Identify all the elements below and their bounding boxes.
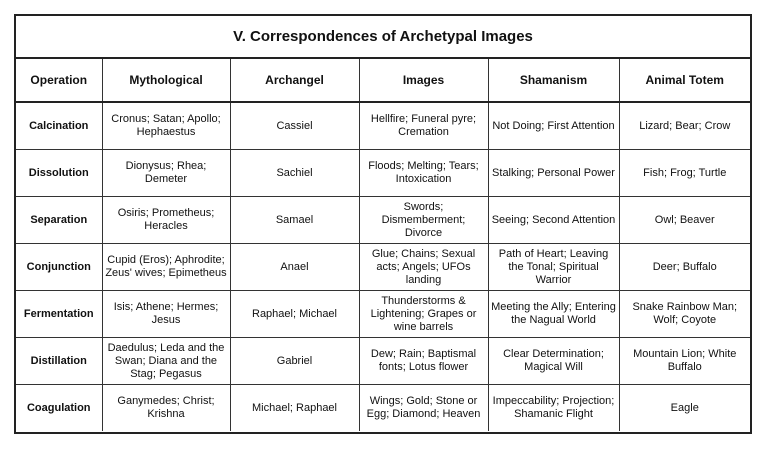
animal-totem-cell: Owl; Beaver bbox=[619, 197, 750, 244]
operation-cell: Conjunction bbox=[16, 244, 102, 291]
images-cell: Swords; Dismemberment; Divorce bbox=[359, 197, 488, 244]
column-header-images: Images bbox=[359, 59, 488, 102]
table-row bbox=[16, 244, 750, 291]
mythological-cell: Dionysus; Rhea; Demeter bbox=[102, 150, 230, 197]
shamanism-cell: Meeting the Ally; Entering the Nagual World bbox=[488, 291, 619, 338]
archangel-cell: Gabriel bbox=[230, 338, 359, 385]
images-cell: Hellfire; Funeral pyre; Cremation bbox=[359, 102, 488, 150]
table-row bbox=[16, 385, 750, 432]
column-header-operation: Operation bbox=[16, 59, 102, 102]
operation-cell: Calcination bbox=[16, 102, 102, 150]
archangel-cell: Samael bbox=[230, 197, 359, 244]
correspondences-table bbox=[16, 59, 750, 431]
column-header-archangel: Archangel bbox=[230, 59, 359, 102]
shamanism-cell: Path of Heart; Leaving the Tonal; Spiritual Warrior bbox=[488, 244, 619, 291]
table-row bbox=[16, 291, 750, 338]
mythological-cell: Osiris; Prometheus; Heracles bbox=[102, 197, 230, 244]
mythological-cell: Isis; Athene; Hermes; Jesus bbox=[102, 291, 230, 338]
animal-totem-cell: Eagle bbox=[619, 385, 750, 432]
archangel-cell: Sachiel bbox=[230, 150, 359, 197]
archangel-cell: Cassiel bbox=[230, 102, 359, 150]
shamanism-cell: Seeing; Second Attention bbox=[488, 197, 619, 244]
animal-totem-cell: Deer; Buffalo bbox=[619, 244, 750, 291]
operation-cell: Distillation bbox=[16, 338, 102, 385]
table-row bbox=[16, 197, 750, 244]
table-row bbox=[16, 338, 750, 385]
operation-cell: Dissolution bbox=[16, 150, 102, 197]
column-header-animal-totem: Animal Totem bbox=[619, 59, 750, 102]
images-cell: Dew; Rain; Baptismal fonts; Lotus flower bbox=[359, 338, 488, 385]
mythological-cell: Daedulus; Leda and the Swan; Diana and the Stag; Pegasus bbox=[102, 338, 230, 385]
archangel-cell: Raphael; Michael bbox=[230, 291, 359, 338]
operation-cell: Coagulation bbox=[16, 385, 102, 432]
archangel-cell: Michael; Raphael bbox=[230, 385, 359, 432]
animal-totem-cell: Fish; Frog; Turtle bbox=[619, 150, 750, 197]
table-title: V. Correspondences of Archetypal Images bbox=[16, 16, 750, 59]
mythological-cell: Ganymedes; Christ; Krishna bbox=[102, 385, 230, 432]
images-cell: Thunderstorms & Lightening; Grapes or wine barrels bbox=[359, 291, 488, 338]
images-cell: Glue; Chains; Sexual acts; Angels; UFOs landing bbox=[359, 244, 488, 291]
header-row bbox=[16, 59, 750, 102]
column-header-mythological: Mythological bbox=[102, 59, 230, 102]
shamanism-cell: Not Doing; First Attention bbox=[488, 102, 619, 150]
images-cell: Wings; Gold; Stone or Egg; Diamond; Heaven bbox=[359, 385, 488, 432]
archangel-cell: Anael bbox=[230, 244, 359, 291]
animal-totem-cell: Mountain Lion; White Buffalo bbox=[619, 338, 750, 385]
mythological-cell: Cronus; Satan; Apollo; Hephaestus bbox=[102, 102, 230, 150]
images-cell: Floods; Melting; Tears; Intoxication bbox=[359, 150, 488, 197]
column-header-shamanism: Shamanism bbox=[488, 59, 619, 102]
table-row bbox=[16, 102, 750, 150]
shamanism-cell: Stalking; Personal Power bbox=[488, 150, 619, 197]
shamanism-cell: Impeccability; Projection; Shamanic Flight bbox=[488, 385, 619, 432]
table-row bbox=[16, 150, 750, 197]
operation-cell: Separation bbox=[16, 197, 102, 244]
animal-totem-cell: Lizard; Bear; Crow bbox=[619, 102, 750, 150]
operation-cell: Fermentation bbox=[16, 291, 102, 338]
mythological-cell: Cupid (Eros); Aphrodite; Zeus' wives; Epimetheus bbox=[102, 244, 230, 291]
animal-totem-cell: Snake Rainbow Man; Wolf; Coyote bbox=[619, 291, 750, 338]
shamanism-cell: Clear Determination; Magical Will bbox=[488, 338, 619, 385]
correspondences-table-frame bbox=[14, 14, 752, 434]
